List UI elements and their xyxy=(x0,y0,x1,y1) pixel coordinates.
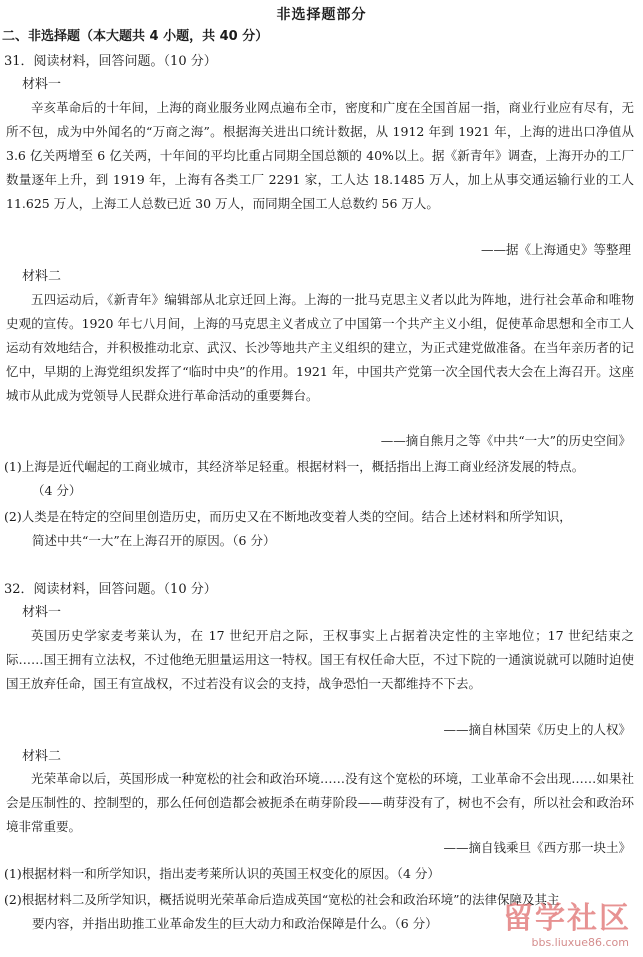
page-title: 非选择题部分 xyxy=(276,7,367,23)
q31-sub1-line1: (1)上海是近代崛起的工商业城市，其经济举足轻重。根据材料一，概括指出上海工商业经济发展的特点。 xyxy=(4,459,585,474)
q31-material-2-source: ——摘自熊月之等《中共“一大”的历史空间》 xyxy=(380,433,631,448)
q31-material-2-text: 五四运动后，《新青年》编辑部从北京迁回上海。上海的一批马克思主义者以此为阵地，进行社会革命和唯物史观的宣传。1920 年七八月间，上海的马克思主义者成立了中国第一个共产主义小组，促使革命思想和全市工人运动有效地结合，并积极推动北京、武汉、长沙等地共产主义组织的建立，为正式建党做准备。在当年亲历者的记忆中，早期的上海党组织发挥了“临时中央”的作用。1921 年，中国共产党第一次全国代表大会在上海召开。这座城市从此成为党领导人民群众进行革命活动的重要舞台。 xyxy=(6,292,634,403)
q31-material-1-text: 辛亥革命后的十年间，上海的商业服务业网点遍布全市，密度和广度在全国首屈一指，商业行业应有尽有，无所不包，成为中外闻名的“万商之海”。根据海关进出口统计数据，从 1912 年到 1921 年，上海的进出口净值从 3.6 亿关两增至 6 亿关两，十年间的平均比重占同期全国总额的 40%以上。据《新青年》调查，上海开办的工厂数量逐年上升，到 1919 年，上海有各类工厂 2291 家，工人达 18.1485 万人，加上从事交通运输行业的工人 11.625 万人，上海工人总数已近 30 万人，而同期全国工人总数约 56 万人。 xyxy=(6,100,634,211)
q31-material-2-label: 材料二 xyxy=(22,269,62,284)
q32-material-2-label: 材料二 xyxy=(22,749,62,764)
q32-material-1-label: 材料一 xyxy=(22,605,62,620)
q31-subquestion-2 xyxy=(4,505,636,553)
q31-stem: 31．阅读材料，回答问题。（10 分） xyxy=(4,54,217,69)
q31-sub1-line2: （4 分） xyxy=(32,483,82,498)
q32-material-1-text: 英国历史学家麦考莱认为，在 17 世纪开启之际，王权事实上占据着决定性的主宰地位；17 世纪结束之际……国王拥有立法权，不过他绝无胆量运用这一特权。国王有权任命大臣，不过下院的一通演说就可以随时迫使国王放弃任命，国王有宣战权，不过若没有议会的支持，战争恐怕一天都维持不下去。 xyxy=(6,628,634,691)
q31-sub2-line1: (2)人类是在特定的空间里创造历史，而历史又在不断地改变着人类的空间。结合上述材料和所学知识， xyxy=(4,509,572,524)
q31-material-1-source: ——据《上海通史》等整理 xyxy=(480,242,631,257)
watermark-url: bbs.liuxue86.com xyxy=(531,936,629,949)
site-watermark xyxy=(467,891,637,951)
q31-material-1-label: 材料一 xyxy=(22,77,62,92)
section-heading: 二、非选择题（本大题共 4 小题，共 40 分） xyxy=(2,29,269,44)
q32-material-1-source: ——摘自林国荣《历史上的人权》 xyxy=(443,722,631,737)
watermark-logo-text: 留学社区 xyxy=(503,901,631,936)
q31-subquestion-1 xyxy=(4,455,636,503)
q32-material-2-text: 光荣革命以后，英国形成一种宽松的社会和政治环境……没有这个宽松的环境，工业革命不会出现……如果社会是压制性的、控制型的，那么任何创造都会被扼杀在萌芽阶段——萌芽没有了，树也不会有，所以社会和政治环境非常重要。 xyxy=(6,771,634,834)
q32-stem: 32．阅读材料，回答问题。（10 分） xyxy=(4,582,217,597)
q32-sub2-line1: (2)根据材料二及所学知识，概括说明光荣革命后造成英国“宽松的社会和政治环境”的法律保障及其主 xyxy=(4,892,560,907)
q32-subquestion-1: (1)根据材料一和所学知识，指出麦考莱所认识的英国王权变化的原因。（4 分） xyxy=(4,866,440,881)
q31-sub2-line2: 简述中共“一大”在上海召开的原因。（6 分） xyxy=(32,533,276,548)
q32-sub2-line2: 要内容，并指出助推工业革命发生的巨大动力和政治保障是什么。（6 分） xyxy=(32,916,438,931)
q32-material-2-source: ——摘自钱乘旦《西方那一块土》 xyxy=(443,840,631,855)
